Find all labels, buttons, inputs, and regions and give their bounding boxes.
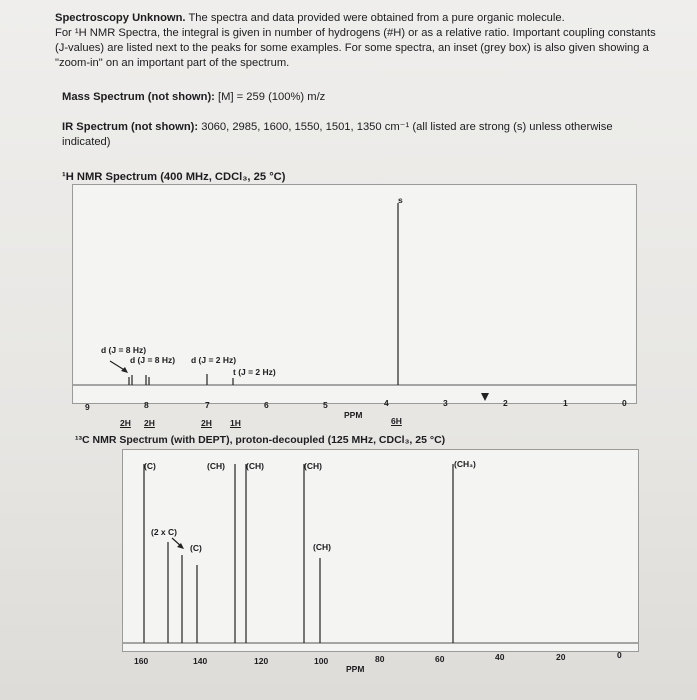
cnmr-tick: 20: [556, 652, 566, 662]
hnmr-tick: 3: [443, 398, 448, 408]
mass-spectrum-line: [62, 90, 325, 105]
hnmr-heading: ¹H NMR Spectrum (400 MHz, CDCl₃, 25 °C): [62, 171, 286, 183]
hnmr-integral: 2H: [201, 418, 212, 428]
cnmr-tick: 0: [617, 650, 622, 660]
cnmr-label-ch4: (CH): [313, 542, 331, 552]
cnmr-label-ch2: (CH): [246, 461, 264, 471]
cnmr-tick: 100: [314, 656, 329, 666]
hnmr-tick: 0: [622, 398, 627, 408]
cnmr-heading: ¹³C NMR Spectrum (with DEPT), proton-decoupled (125 MHz, CDCl₃, 25 °C): [75, 434, 446, 446]
hnmr-integral: 2H: [120, 418, 131, 428]
cnmr-tick: 120: [254, 656, 269, 666]
intro-line-2: For ¹H NMR Spectra, the integral is given in number of hydrogens (#H) or as a relative ratio. Important coupling constants: [55, 27, 656, 39]
hnmr-tick: 9: [85, 402, 90, 412]
hnmr-peaks: [73, 185, 636, 403]
hnmr-plot: [72, 184, 637, 404]
intro-title: Spectroscopy Unknown.: [55, 12, 186, 24]
hnmr-singlet-label: s: [398, 195, 403, 205]
hnmr-tick: 7: [205, 400, 210, 410]
hnmr-integral: 1H: [230, 418, 241, 428]
hnmr-tick: 6: [264, 400, 269, 410]
hnmr-tick: 5: [323, 400, 328, 410]
cnmr-tick: 160: [134, 656, 149, 666]
cnmr-label-ch3: (CH): [304, 461, 322, 471]
hnmr-tick: 4: [384, 398, 389, 408]
hnmr-tick: 1: [563, 398, 568, 408]
hnmr-annotation-d3: d (J = 2 Hz): [191, 355, 237, 365]
hnmr-annotation-d1: d (J = 8 Hz): [101, 345, 147, 355]
cnmr-tick: 80: [375, 654, 385, 664]
hnmr-arrowhead-2: [481, 393, 489, 401]
hnmr-integral: 2H: [144, 418, 155, 428]
ir-spectrum-value: 3060, 2985, 1600, 1550, 1501, 1350 cm⁻¹ (all listed are strong (s) unless otherwise: [201, 121, 613, 133]
intro-line-1: [55, 11, 565, 26]
cnmr-tick: 140: [193, 656, 208, 666]
cnmr-label-ch3-methyl: (CH₃): [454, 459, 476, 469]
intro-line-1-text: The spectra and data provided were obtained from a pure organic molecule.: [185, 12, 565, 24]
cnmr-label-c1: (C): [144, 461, 156, 471]
hnmr-tick: 2: [503, 398, 508, 408]
cnmr-tick: 60: [435, 654, 445, 664]
cnmr-label-ch1: (CH): [207, 461, 225, 471]
ir-spectrum-label: IR Spectrum (not shown):: [62, 121, 199, 133]
ir-spectrum-line: [62, 120, 613, 135]
mass-spectrum-label: Mass Spectrum (not shown):: [62, 91, 215, 103]
cnmr-axis-label: PPM: [346, 664, 365, 674]
hnmr-annotation-d2: d (J = 8 Hz): [130, 355, 176, 365]
cnmr-label-c3: (C): [190, 543, 202, 553]
intro-line-3: (J-values) are listed next to the peaks for some examples. For some spectra, an inset (grey box) is also given showing a: [55, 42, 649, 54]
cnmr-label-2xc: (2 x C): [151, 527, 177, 537]
hnmr-integral: 6H: [391, 416, 402, 426]
mass-spectrum-value: [M] = 259 (100%) m/z: [218, 91, 326, 103]
hnmr-tick: 8: [144, 400, 149, 410]
intro-line-4: "zoom-in" on an important part of the spectrum.: [55, 57, 290, 69]
cnmr-tick: 40: [495, 652, 505, 662]
ir-spectrum-value-2: indicated): [62, 136, 111, 148]
cnmr-plot: [122, 449, 639, 652]
hnmr-annotation-t1: t (J = 2 Hz): [233, 367, 276, 377]
hnmr-axis-label: PPM: [344, 410, 363, 420]
